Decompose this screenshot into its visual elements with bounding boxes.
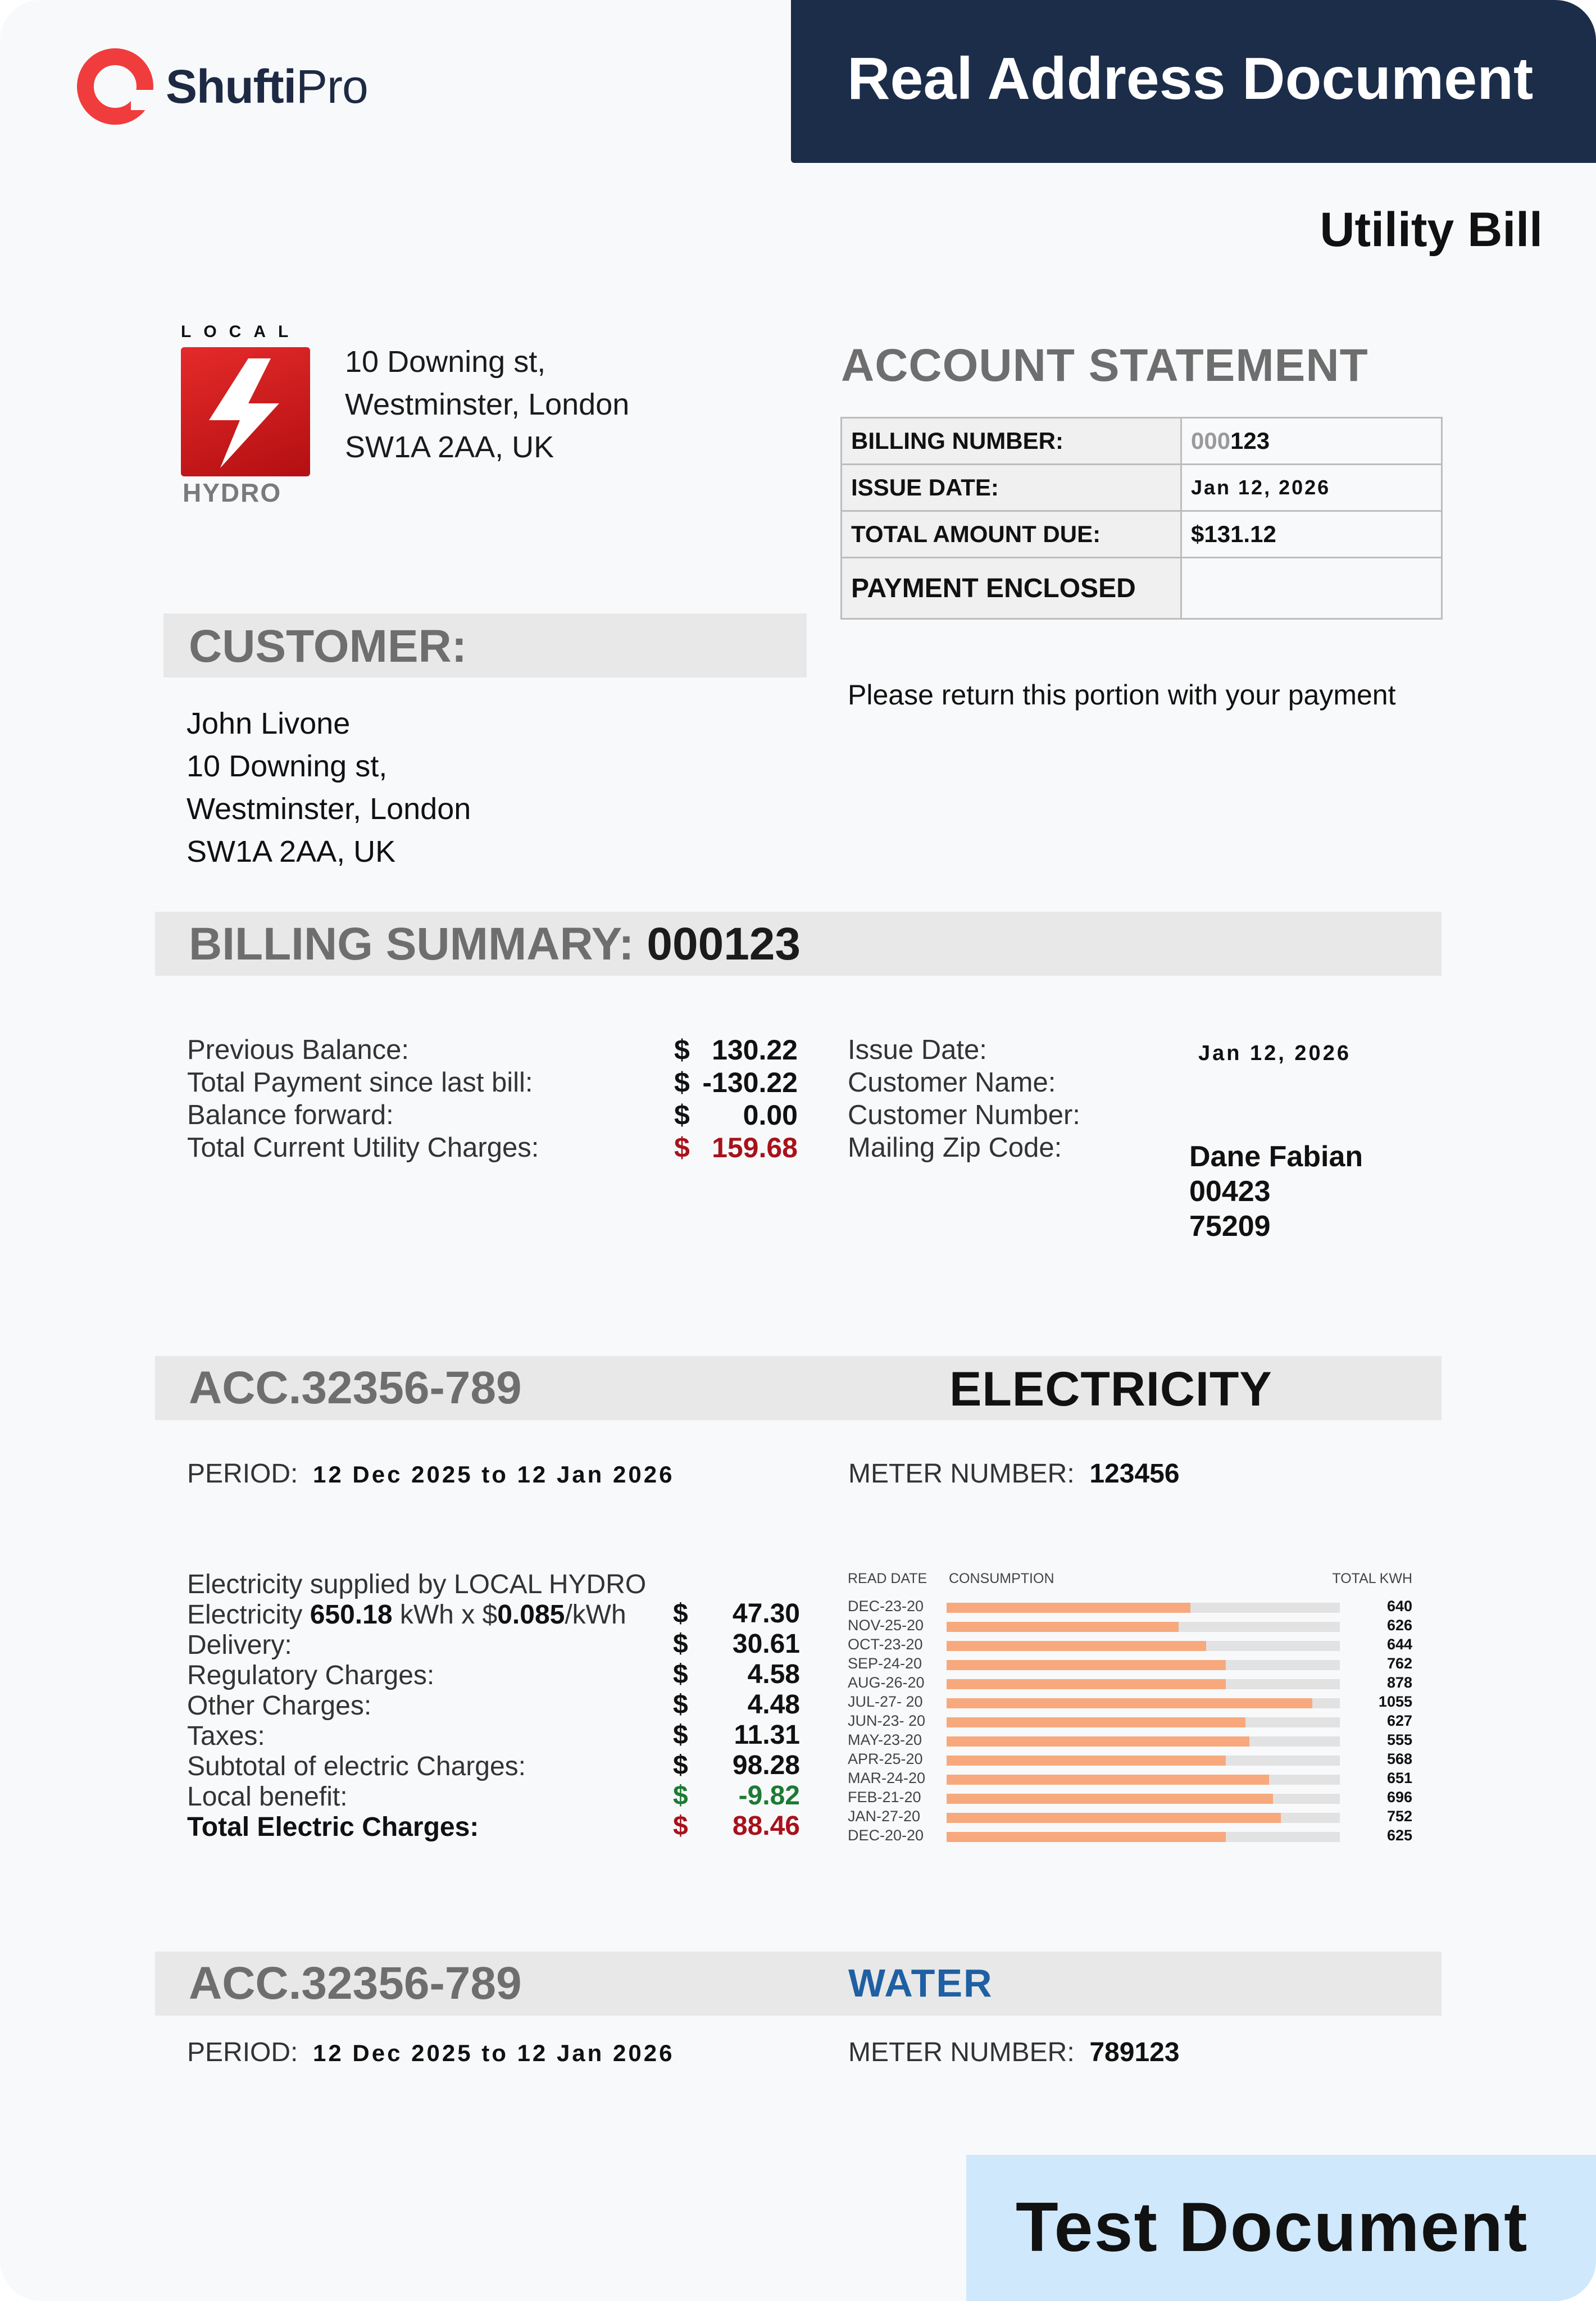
chart-row bbox=[848, 1808, 1412, 1827]
chart-bar-track bbox=[947, 1813, 1340, 1823]
lightning-bolt-icon bbox=[181, 347, 310, 476]
chart-read-date: MAR-24-20 bbox=[848, 1770, 926, 1786]
chart-bar-track bbox=[947, 1622, 1340, 1632]
chart-bar-track bbox=[947, 1660, 1340, 1670]
total-due-label: TOTAL AMOUNT DUE: bbox=[842, 511, 1181, 558]
water-period: PERIOD: 12 Dec 2025 to 12 Jan 2026 bbox=[187, 2038, 675, 2067]
water-meter: METER NUMBER: 789123 bbox=[848, 2038, 1180, 2067]
customer-title: CUSTOMER: bbox=[189, 621, 467, 672]
customer-address: John Livone 10 Downing st, Westminster, London SW1A 2AA, UK bbox=[187, 707, 471, 868]
chart-row bbox=[848, 1712, 1412, 1731]
chart-bar bbox=[947, 1603, 1190, 1613]
chart-bar-track bbox=[947, 1717, 1340, 1727]
chart-bar bbox=[947, 1775, 1269, 1785]
consumption-chart bbox=[848, 1571, 1412, 1852]
chart-value-label: 696 bbox=[1386, 1789, 1412, 1806]
zip-code: 75209 bbox=[1189, 1210, 1271, 1243]
chart-read-date: NOV-25-20 bbox=[848, 1617, 924, 1634]
billing-number-value: 000123 bbox=[1181, 418, 1442, 465]
document-title: Real Address Document bbox=[847, 46, 1534, 112]
document-subtitle: Utility Bill bbox=[1320, 203, 1543, 257]
customer-number: 00423 bbox=[1189, 1175, 1271, 1208]
chart-value-label: 625 bbox=[1386, 1827, 1412, 1844]
chart-value-label: 1055 bbox=[1378, 1693, 1412, 1710]
chart-bar bbox=[947, 1679, 1226, 1689]
chart-row bbox=[848, 1827, 1412, 1846]
account-statement-table bbox=[840, 417, 1443, 620]
chart-read-date: OCT-23-20 bbox=[848, 1636, 923, 1653]
chart-row bbox=[848, 1636, 1412, 1655]
shuftipro-logo bbox=[77, 48, 368, 125]
chart-row bbox=[848, 1674, 1412, 1693]
chart-value-label: 640 bbox=[1386, 1598, 1412, 1615]
total-due-value: $131.12 bbox=[1181, 511, 1442, 558]
electricity-charge-labels: Electricity supplied by LOCAL HYDRO Electricity 650.18 kWh x $0.085/kWh Delivery: Regulatory Charges: Other Charges: Taxes: Subtotal of electric Charges: Local benefit: Total Electric Charges: bbox=[187, 1570, 647, 1842]
chart-bar bbox=[947, 1756, 1226, 1766]
chart-row bbox=[848, 1731, 1412, 1750]
chart-value-label: 568 bbox=[1386, 1750, 1412, 1767]
water-title: WATER bbox=[848, 1961, 993, 2005]
chart-value-label: 644 bbox=[1386, 1636, 1412, 1653]
chart-row bbox=[848, 1789, 1412, 1808]
chart-bar bbox=[947, 1698, 1312, 1708]
chart-value-label: 878 bbox=[1386, 1674, 1412, 1691]
chart-read-date: APR-25-20 bbox=[848, 1750, 923, 1767]
company-address: 10 Downing st, Westminster, London SW1A 2AA, UK bbox=[345, 345, 630, 464]
electricity-meter: METER NUMBER: 123456 bbox=[848, 1459, 1180, 1489]
chart-read-date: SEP-24-20 bbox=[848, 1655, 922, 1672]
table-row bbox=[842, 465, 1442, 511]
test-document-label: Test Document bbox=[1016, 2189, 1529, 2266]
electricity-charge-amounts: $ 47.30 $ 30.61 $ 4.58 $ 4.48 $ 11.31 $ 98.28 $ -9.82 $ 88.46 bbox=[673, 1599, 800, 1841]
chart-bar bbox=[947, 1717, 1245, 1727]
chart-row bbox=[848, 1750, 1412, 1770]
chart-bar bbox=[947, 1622, 1179, 1632]
chart-bar bbox=[947, 1736, 1249, 1747]
chart-header-total: TOTAL KWH bbox=[1332, 1571, 1412, 1586]
chart-value-label: 651 bbox=[1386, 1770, 1412, 1786]
chart-bar-track bbox=[947, 1603, 1340, 1613]
chart-read-date: MAY-23-20 bbox=[848, 1731, 922, 1748]
brand-name: ShuftiPro bbox=[166, 60, 368, 113]
chart-bar-track bbox=[947, 1756, 1340, 1766]
chart-header-consumption: CONSUMPTION bbox=[949, 1571, 1054, 1586]
chart-bar bbox=[947, 1794, 1273, 1804]
electricity-period: PERIOD: 12 Dec 2025 to 12 Jan 2026 bbox=[187, 1459, 675, 1489]
chart-read-date: DEC-20-20 bbox=[848, 1827, 924, 1844]
billing-number-label: BILLING NUMBER: bbox=[842, 418, 1181, 465]
chart-value-label: 752 bbox=[1386, 1808, 1412, 1825]
summary-issue-date: Jan 12, 2026 bbox=[1198, 1042, 1351, 1065]
chart-read-date: JUL-27- 20 bbox=[848, 1693, 923, 1710]
chart-value-label: 762 bbox=[1386, 1655, 1412, 1672]
chart-bar-track bbox=[947, 1641, 1340, 1651]
chart-read-date: DEC-23-20 bbox=[848, 1598, 924, 1615]
chart-read-date: JUN-23- 20 bbox=[848, 1712, 926, 1729]
chart-bar-track bbox=[947, 1736, 1340, 1747]
chart-read-date: JAN-27-20 bbox=[848, 1808, 921, 1825]
chart-row bbox=[848, 1655, 1412, 1674]
payment-enclosed-value bbox=[1181, 558, 1442, 619]
logo-hydro-text: HYDRO bbox=[183, 478, 282, 507]
chart-value-label: 555 bbox=[1386, 1731, 1412, 1748]
payment-enclosed-label: PAYMENT ENCLOSED bbox=[842, 558, 1181, 619]
chart-bar-track bbox=[947, 1775, 1340, 1785]
issue-date-label: ISSUE DATE: bbox=[842, 465, 1181, 511]
chart-bar-track bbox=[947, 1698, 1340, 1708]
chart-row bbox=[848, 1617, 1412, 1636]
chart-bar-track bbox=[947, 1679, 1340, 1689]
table-row bbox=[842, 418, 1442, 465]
billing-summary-labels: Previous Balance: Total Payment since last bill: Balance forward: Total Current Utility Charges: bbox=[187, 1035, 539, 1163]
billing-summary-title: BILLING SUMMARY: 000123 bbox=[189, 918, 801, 970]
issue-date-value: Jan 12, 2026 bbox=[1181, 465, 1442, 511]
chart-bar bbox=[947, 1813, 1281, 1823]
logo-local-text: LOCAL bbox=[181, 322, 301, 341]
chart-value-label: 626 bbox=[1386, 1617, 1412, 1634]
chart-value-label: 627 bbox=[1386, 1712, 1412, 1729]
billing-summary-amounts: $ 130.22 $ -130.22 $ 0.00 $ 159.68 bbox=[674, 1034, 798, 1163]
shuftipro-ring-icon bbox=[77, 48, 153, 125]
chart-row bbox=[848, 1693, 1412, 1712]
chart-row bbox=[848, 1770, 1412, 1789]
chart-header-date: READ DATE bbox=[848, 1571, 927, 1586]
chart-read-date: FEB-21-20 bbox=[848, 1789, 921, 1806]
chart-bar bbox=[947, 1660, 1226, 1670]
table-row bbox=[842, 511, 1442, 558]
customer-name: Dane Fabian bbox=[1189, 1140, 1363, 1173]
water-account-number: ACC.32356-789 bbox=[189, 1958, 522, 2009]
chart-bar-track bbox=[947, 1832, 1340, 1842]
billing-info-labels: Issue Date: Customer Name: Customer Number: Mailing Zip Code: bbox=[848, 1035, 1080, 1163]
electricity-title: ELECTRICITY bbox=[949, 1362, 1272, 1416]
chart-bar-track bbox=[947, 1794, 1340, 1804]
chart-bar bbox=[947, 1832, 1226, 1842]
account-statement-title: ACCOUNT STATEMENT bbox=[841, 340, 1368, 391]
chart-bar bbox=[947, 1641, 1206, 1651]
chart-read-date: AUG-26-20 bbox=[848, 1674, 925, 1691]
electricity-account-number: ACC.32356-789 bbox=[189, 1362, 522, 1413]
chart-row bbox=[848, 1598, 1412, 1617]
return-note: Please return this portion with your payment bbox=[848, 679, 1396, 711]
table-row bbox=[842, 558, 1442, 619]
billing-info-values bbox=[1189, 1139, 1363, 1244]
